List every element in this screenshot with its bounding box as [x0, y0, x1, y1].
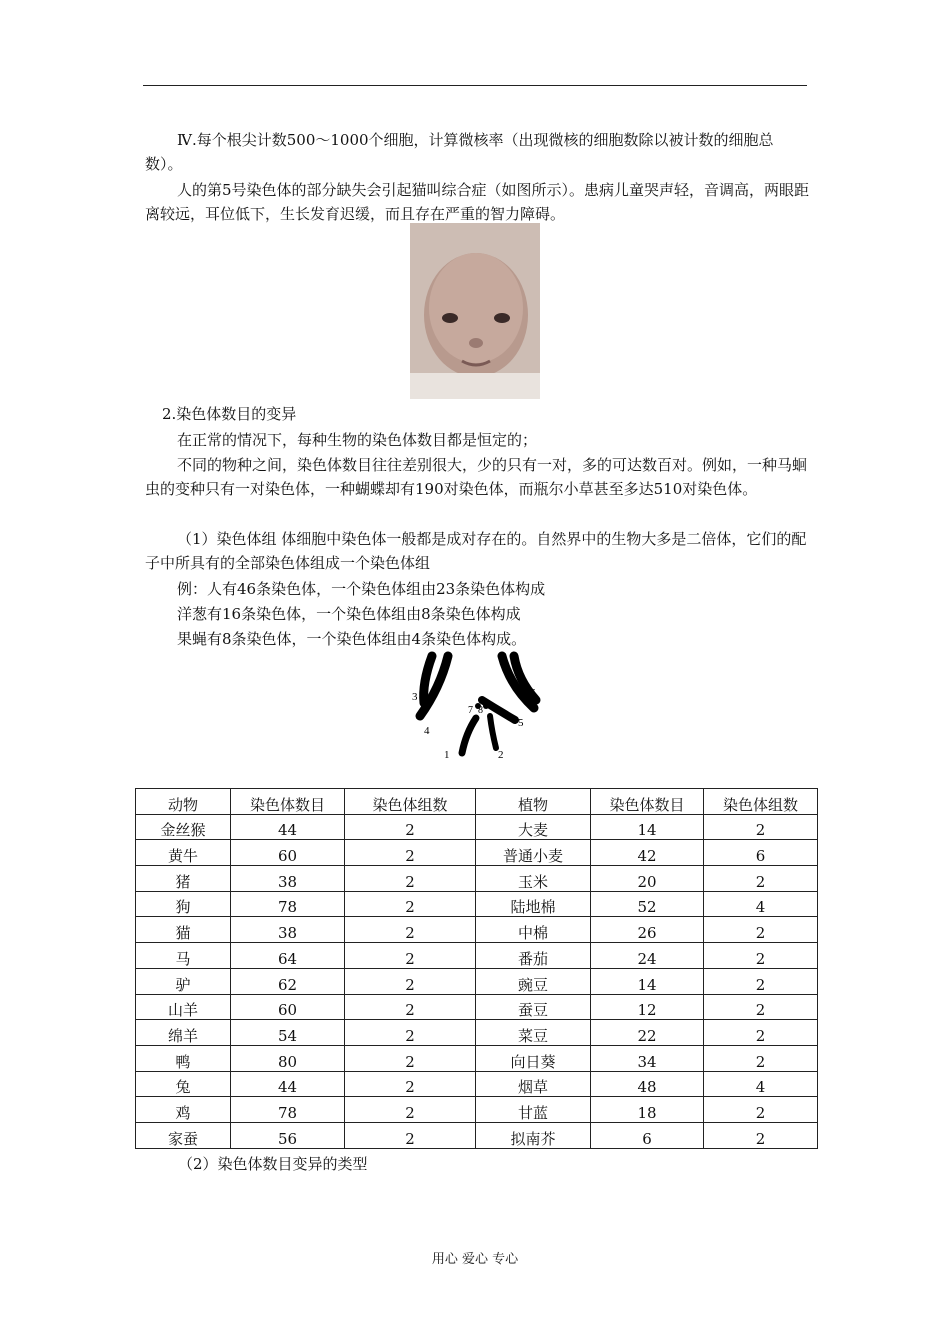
chromosome-label: 1 [444, 749, 450, 761]
table-cell: 6 [704, 840, 818, 866]
table-cell: 2 [345, 1020, 476, 1046]
paragraph-chromosome-set: （1）染色体组 体细胞中染色体一般都是成对存在的。自然界中的生物大多是二倍体，它们的配子中所具有的全部染色体组成一个染色体组 [145, 530, 807, 572]
table-cell: 2 [704, 866, 818, 892]
table-cell: 2 [704, 1122, 818, 1148]
table-row [136, 1045, 818, 1071]
table-cell: 4 [704, 891, 818, 917]
table-row [136, 814, 818, 840]
table-cell: 猪 [136, 866, 231, 892]
table-cell: 2 [704, 968, 818, 994]
table-cell: 黄牛 [136, 840, 231, 866]
table-cell: 2 [345, 1122, 476, 1148]
table-cell: 6 [591, 1122, 704, 1148]
table-cell: 2 [345, 840, 476, 866]
table-cell: 2 [704, 994, 818, 1020]
table-cell: 4 [704, 1071, 818, 1097]
table-row [136, 968, 818, 994]
table-cell: 2 [704, 917, 818, 943]
table-cell: 动物 [136, 789, 231, 815]
table-cell: 鸭 [136, 1045, 231, 1071]
table-cell: 60 [231, 840, 345, 866]
table-cell: 34 [591, 1045, 704, 1071]
table-cell: 18 [591, 1097, 704, 1123]
table-cell: 78 [231, 891, 345, 917]
table-header-row [136, 789, 818, 815]
table-cell: 44 [231, 1071, 345, 1097]
table-cell: 2 [345, 994, 476, 1020]
table-cell: 染色体组数 [345, 789, 476, 815]
table-cell: 玉米 [476, 866, 591, 892]
table-cell: 2 [345, 1097, 476, 1123]
chromosome-label: 2 [498, 749, 504, 761]
table-cell: 64 [231, 943, 345, 969]
table-cell: 24 [591, 943, 704, 969]
table-cell: 80 [231, 1045, 345, 1071]
table-cell: 42 [591, 840, 704, 866]
table-cell: 染色体组数 [704, 789, 818, 815]
table-cell: 猫 [136, 917, 231, 943]
table-cell: 2 [704, 943, 818, 969]
table-cell: 驴 [136, 968, 231, 994]
table-cell: 2 [704, 1097, 818, 1123]
table-cell: 2 [345, 968, 476, 994]
table-row [136, 840, 818, 866]
chromosome-label: 6 [530, 687, 536, 699]
chromosome-label: 7 [468, 705, 473, 716]
table-cell: 菜豆 [476, 1020, 591, 1046]
table-cell: 2 [345, 917, 476, 943]
table-row [136, 1097, 818, 1123]
example-fruitfly: 果蝇有8条染色体，一个染色体组由4条染色体构成。 [177, 630, 527, 648]
chromosome-number-table [135, 788, 818, 1149]
fruitfly-chromosome-diagram [410, 648, 545, 763]
table-cell: 拟南芥 [476, 1122, 591, 1148]
table-cell: 20 [591, 866, 704, 892]
table-row [136, 1020, 818, 1046]
chromosome-label: 3 [412, 691, 418, 703]
table-cell: 大麦 [476, 814, 591, 840]
header-rule [143, 85, 807, 86]
paragraph-cri-du-chat: 人的第5号染色体的部分缺失会引起猫叫综合症（如图所示）。患病儿童哭声轻，音调高，两眼距离较远，耳位低下，生长发育迟缓，而且存在严重的智力障碍。 [145, 181, 810, 223]
chromosome-label: 5 [518, 717, 524, 729]
table-cell: 狗 [136, 891, 231, 917]
table-cell: 鸡 [136, 1097, 231, 1123]
table-cell: 烟草 [476, 1071, 591, 1097]
table-row [136, 917, 818, 943]
example-onion: 洋葱有16条染色体，一个染色体组由8条染色体构成 [177, 605, 521, 623]
table-row [136, 891, 818, 917]
table-cell: 2 [345, 866, 476, 892]
table-cell: 2 [345, 943, 476, 969]
table-cell: 2 [345, 891, 476, 917]
section-heading: 2.染色体数目的变异 [162, 405, 297, 423]
paragraph-micronucleus: Ⅳ.每个根尖计数500～1000个细胞，计算微核率（出现微核的细胞数除以被计数的细胞总数）。 [145, 131, 774, 173]
example-human: 例：人有46条染色体，一个染色体组由23条染色体构成 [177, 580, 546, 598]
table-cell: 62 [231, 968, 345, 994]
table-row [136, 943, 818, 969]
table-cell: 金丝猴 [136, 814, 231, 840]
table-cell: 60 [231, 994, 345, 1020]
paragraph-species-difference: 不同的物种之间，染色体数目往往差别很大，少的只有一对，多的可达数百对。例如，一种马蛔虫的变种只有一对染色体，一种蝴蝶却有190对染色体，而瓶尔小草甚至多达510对染色体。 [145, 456, 808, 498]
table-row [136, 866, 818, 892]
table-cell: 54 [231, 1020, 345, 1046]
table-cell: 兔 [136, 1071, 231, 1097]
table-cell: 44 [231, 814, 345, 840]
chromosome-label: 8 [478, 705, 483, 716]
table-cell: 甘蓝 [476, 1097, 591, 1123]
table-cell: 78 [231, 1097, 345, 1123]
table-cell: 山羊 [136, 994, 231, 1020]
table-cell: 蚕豆 [476, 994, 591, 1020]
infant-photo [410, 223, 540, 399]
table-cell: 56 [231, 1122, 345, 1148]
table-cell: 38 [231, 866, 345, 892]
table-cell: 22 [591, 1020, 704, 1046]
table-cell: 26 [591, 917, 704, 943]
table-cell: 48 [591, 1071, 704, 1097]
table-cell: 番茄 [476, 943, 591, 969]
table-cell: 14 [591, 814, 704, 840]
table-cell: 2 [345, 814, 476, 840]
table-cell: 普通小麦 [476, 840, 591, 866]
table-cell: 植物 [476, 789, 591, 815]
table-row [136, 994, 818, 1020]
table-cell: 中棉 [476, 917, 591, 943]
table-row [136, 1071, 818, 1097]
table-cell: 绵羊 [136, 1020, 231, 1046]
table-cell: 52 [591, 891, 704, 917]
chromosome-label: 4 [424, 725, 430, 737]
page-footer: 用心 爱心 专心 [431, 1252, 519, 1267]
table-cell: 2 [704, 1020, 818, 1046]
paragraph-constant-number: 在正常的情况下，每种生物的染色体数目都是恒定的； [177, 431, 538, 449]
table-cell: 染色体数目 [231, 789, 345, 815]
table-row [136, 1122, 818, 1148]
table-cell: 家蚕 [136, 1122, 231, 1148]
table-cell: 染色体数目 [591, 789, 704, 815]
table-cell: 12 [591, 994, 704, 1020]
table-cell: 向日葵 [476, 1045, 591, 1071]
table-cell: 豌豆 [476, 968, 591, 994]
table-cell: 2 [704, 1045, 818, 1071]
table-cell: 14 [591, 968, 704, 994]
table-cell: 2 [345, 1045, 476, 1071]
table-cell: 2 [704, 814, 818, 840]
table-cell: 马 [136, 943, 231, 969]
subsection-heading: （2）染色体数目变异的类型 [178, 1155, 368, 1173]
table-cell: 陆地棉 [476, 891, 591, 917]
table-cell: 2 [345, 1071, 476, 1097]
table-cell: 38 [231, 917, 345, 943]
